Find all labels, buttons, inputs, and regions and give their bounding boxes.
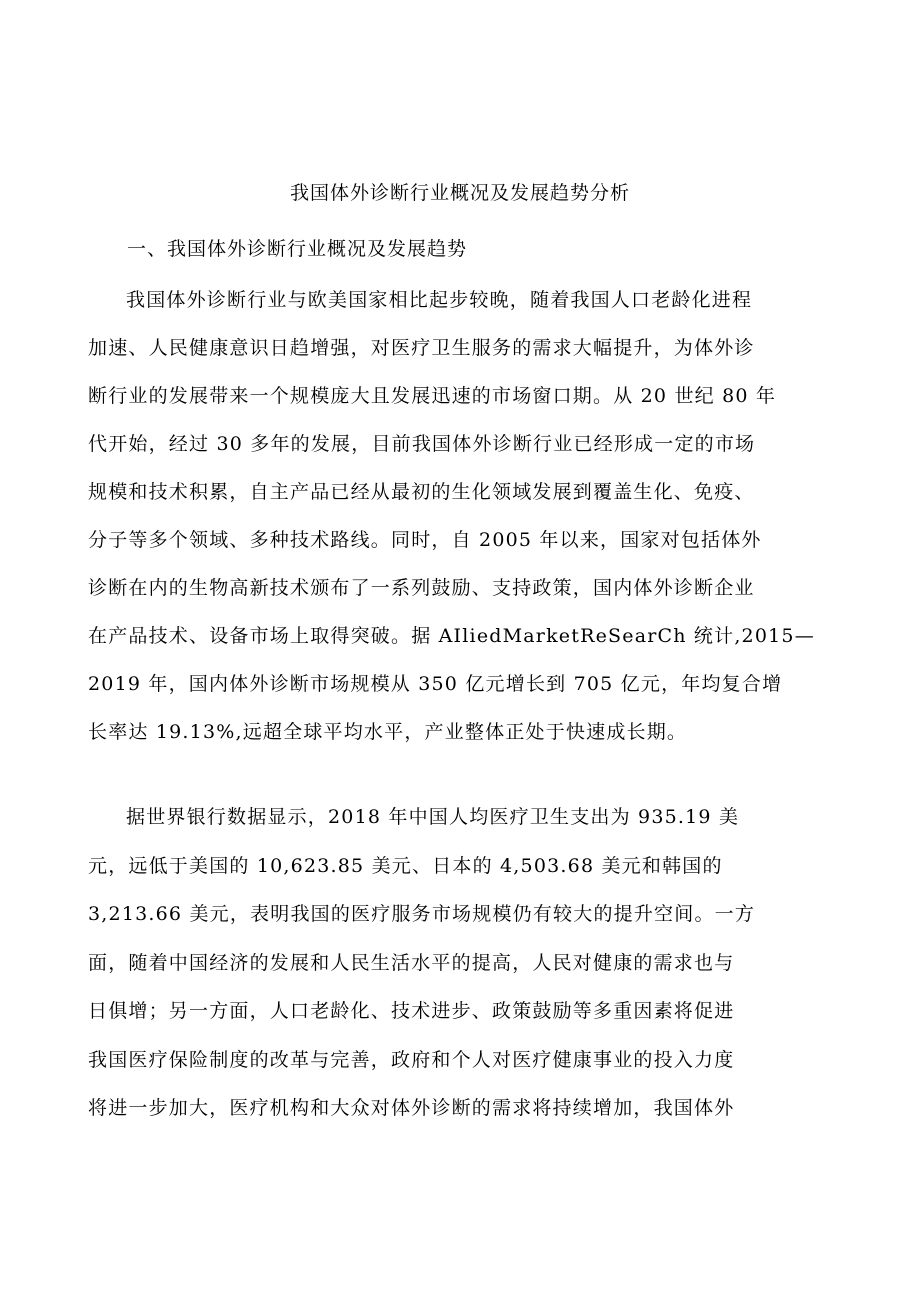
paragraph-1 [88, 276, 848, 756]
paragraph-line: 2019 年，国内体外诊断市场规模从 350 亿元增长到 705 亿元，年均复合增 [88, 673, 783, 695]
paragraph-line: 长率达 19.13%,远超全球平均水平，产业整体正处于快速成长期。 [88, 721, 688, 743]
paragraph-2 [88, 793, 848, 1133]
section-heading: 一、我国体外诊断行业概况及发展趋势 [127, 238, 468, 260]
paragraph-line: 我国医疗保险制度的改革与完善，政府和个人对医疗健康事业的投入力度 [88, 1048, 735, 1071]
paragraph-line: 断行业的发展带来一个规模庞大且发展迅速的市场窗口期。从 20 世纪 80 年 [88, 385, 777, 407]
paragraph-line: 日俱增；另一方面，人口老龄化、技术进步、政策鼓励等多重因素将促进 [88, 1000, 735, 1022]
paragraph-line: 元，远低于美国的 10,623.85 美元、日本的 4,503.68 美元和韩国的 [88, 854, 723, 877]
paragraph-line: 将进一步加大，医疗机构和大众对体外诊断的需求将持续增加，我国体外 [88, 1097, 735, 1119]
paragraph-line: 面，随着中国经济的发展和人民生活水平的提高，人民对健康的需求也与 [88, 951, 735, 974]
paragraph-line: 3,213.66 美元，表明我国的医疗服务市场规模仍有较大的提升空间。一方 [88, 903, 756, 925]
paragraph-line: 在产品技术、设备市场上取得突破。据 AIliedMarketReSearCh 统计,2015— [88, 625, 815, 647]
paragraph-line: 规模和技术积累，自主产品已经从最初的生化领域发展到覆盖生化、免疫、 [88, 481, 755, 503]
paragraph-line: 诊断在内的生物高新技术颁布了一系列鼓励、支持政策，国内体外诊断企业 [88, 577, 755, 599]
paragraph-line: 加速、人民健康意识日趋增强，对医疗卫生服务的需求大幅提升，为体外诊 [88, 337, 755, 359]
paragraph-line: 据世界银行数据显示，2018 年中国人均医疗卫生支出为 935.19 美 [126, 806, 740, 828]
paragraph-line: 我国体外诊断行业与欧美国家相比起步较晚，随着我国人口老龄化进程 [126, 289, 753, 311]
paragraph-line: 分子等多个领域、多种技术路线。同时，自 2005 年以来，国家对包括体外 [88, 529, 762, 551]
paragraph-line: 代开始，经过 30 多年的发展，目前我国体外诊断行业已经形成一定的市场 [88, 433, 756, 455]
document-title: 我国体外诊断行业概况及发展趋势分析 [289, 182, 630, 204]
